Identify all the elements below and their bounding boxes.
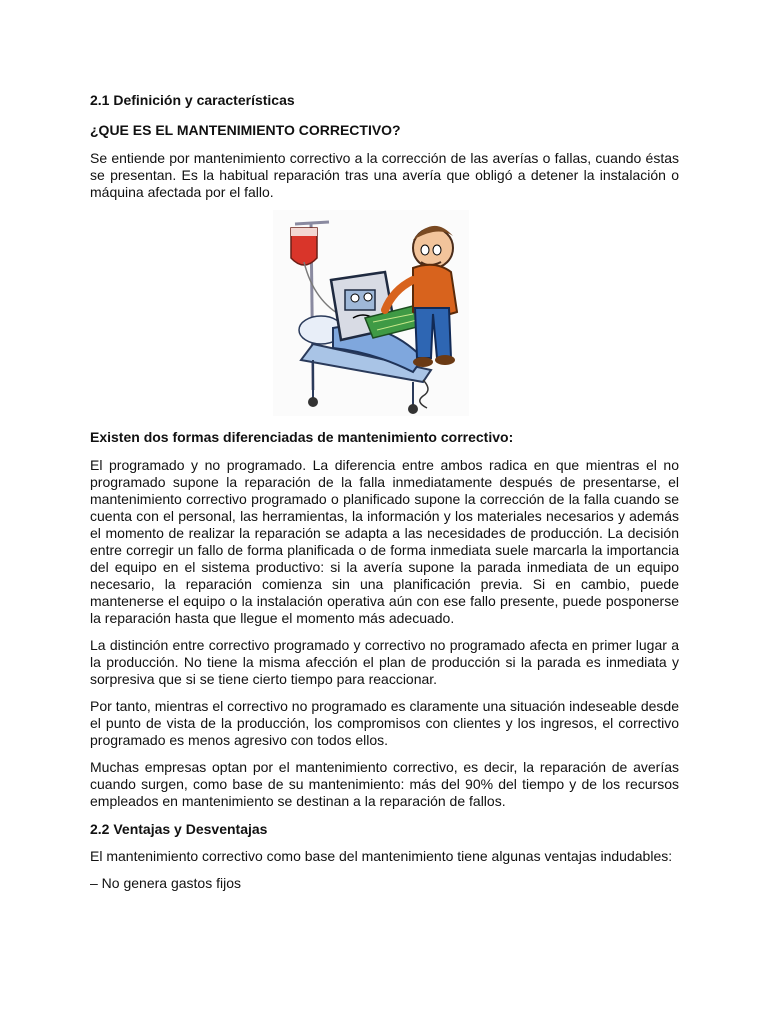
forms-heading: Existen dos formas diferenciadas de mantenimiento correctivo:	[90, 429, 514, 445]
cartoon-illustration	[273, 210, 469, 416]
document-body	[90, 91, 679, 892]
intro-paragraph: Se entiende por mantenimiento correctivo a la corrección de las averías o fallas, cuando éstas se presentan. Es la habitual reparación tras una avería que obligó a detener la instalación o máquina afectada por el fallo.	[90, 150, 679, 200]
forms-paragraph-4: Muchas empresas optan por el mantenimiento correctivo, es decir, la reparación de averías cuando surgen, como base de su mantenimiento: más del 90% del tiempo y de los recursos empleados en mantenimiento se destinan a la reparación de fallos.	[90, 759, 679, 809]
sick-machine-cartoon	[273, 210, 469, 416]
forms-paragraph-3: Por tanto, mientras el correctivo no programado es claramente una situación indeseable desde el punto de vista de la producción, los compromisos con clientes y los ingresos, el correctivo programado es menos agresivo con todos ellos.	[90, 698, 679, 748]
advantage-item: – No genera gastos fijos	[90, 875, 241, 891]
advantages-intro: El mantenimiento correctivo como base del mantenimiento tiene algunas ventajas indudables:	[90, 848, 673, 864]
section-heading-2-1: 2.1 Definición y características	[90, 92, 295, 108]
forms-paragraph-1: El programado y no programado. La diferencia entre ambos radica en que mientras el no programado supone la reparación de la falla inmediatamente después de presentarse, el mantenimiento correctivo programado o planificado supone la corrección de la falla cuando se cuenta con el personal, las herramientas, la información y los materiales necesarios y además el momento de realizar la reparación se adapta a las necesidades de producción. La decisión entre corregir un fallo de forma planificada o de forma inmediata suele marcarla la importancia del equipo en el sistema productivo: si la avería supone la parada inmediata de un equipo necesario, la reparación comienza sin una planificación previa. Si en cambio, puede mantenerse el equipo o la instalación operativa aún con ese fallo presente, puede posponerse la reparación hasta que llegue el momento más adecuado.	[90, 457, 679, 626]
question-heading: ¿QUE ES EL MANTENIMIENTO CORRECTIVO?	[90, 122, 401, 138]
forms-paragraph-2: La distinción entre correctivo programado y correctivo no programado afecta en primer lugar a la producción. No tiene la misma afección el plan de producción si la parada es inmediata y sorpresiva que si se tiene cierto tiempo para reaccionar.	[90, 637, 679, 687]
section-heading-2-2: 2.2 Ventajas y Desventajas	[90, 821, 268, 837]
